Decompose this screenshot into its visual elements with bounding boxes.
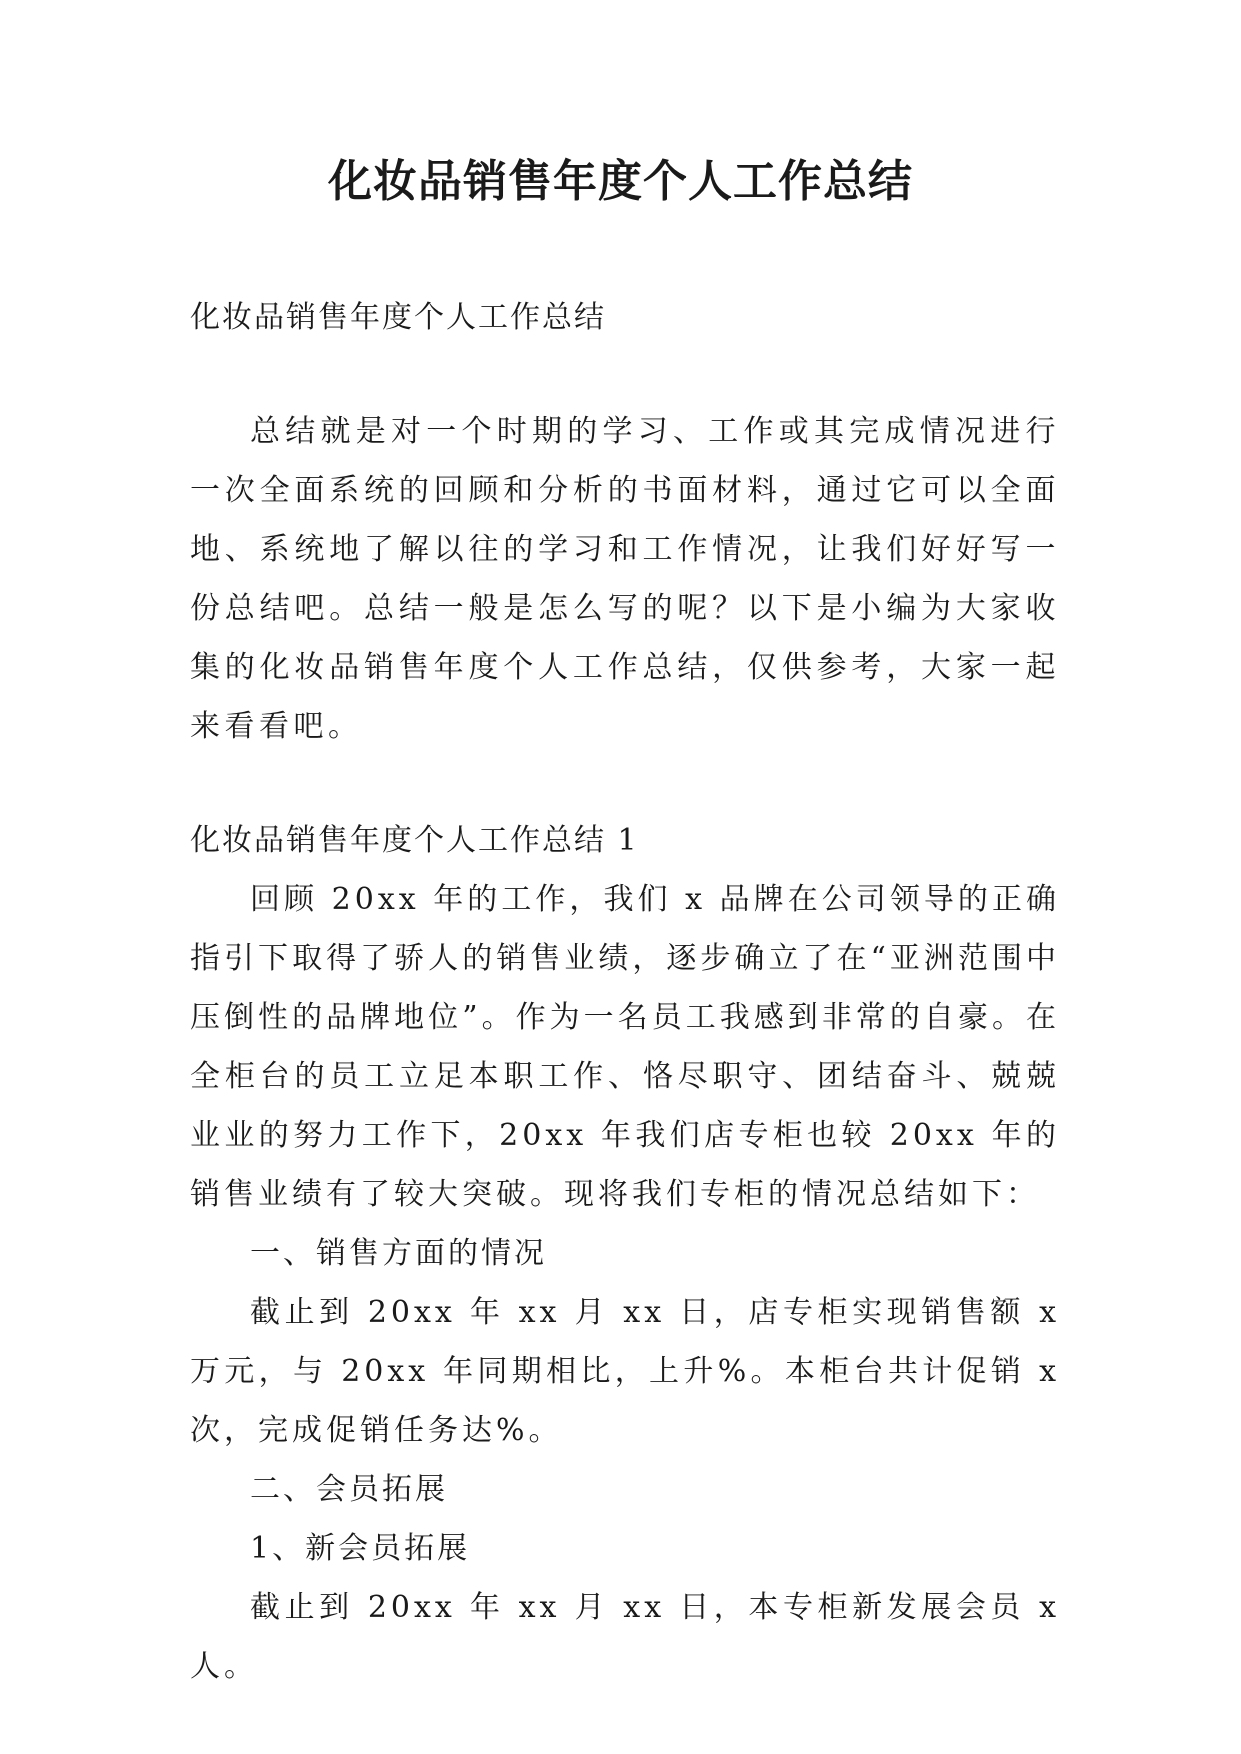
section-1-title: 化妆品销售年度个人工作总结 1: [190, 823, 639, 858]
document-body: [190, 288, 1060, 1696]
document-subtitle: 化妆品销售年度个人工作总结: [190, 300, 606, 335]
sales-heading: 一、销售方面的情况: [250, 1236, 547, 1271]
document-title: 化妆品销售年度个人工作总结: [328, 156, 913, 207]
section-1-paragraph: 回顾 20xx 年的工作，我们 x 品牌在公司领导的正确指引下取得了骄人的销售业绩，逐步确立了在“亚洲范围中压倒性的品牌地位”。作为一名员工我感到非常的自豪。在全柜台的员工立足本职工作、恪尽职守、团结奋斗、兢兢业业的努力工作下，20xx 年我们店专柜也较 20xx 年的销售业绩有了较大突破。现将我们专柜的情况总结如下：: [190, 882, 1060, 1212]
intro-paragraph: 总结就是对一个时期的学习、工作或其完成情况进行一次全面系统的回顾和分析的书面材料，通过它可以全面地、系统地了解以往的学习和工作情况，让我们好好写一份总结吧。总结一般是怎么写的呢？以下是小编为大家收集的化妆品销售年度个人工作总结，仅供参考，大家一起来看看吧。: [190, 414, 1060, 744]
members-heading: 二、会员拓展: [250, 1472, 448, 1507]
new-members-heading: 1、新会员拓展: [250, 1531, 471, 1566]
new-members-paragraph: 截止到 20xx 年 xx 月 xx 日，本专柜新发展会员 x 人。: [190, 1590, 1060, 1684]
sales-paragraph: 截止到 20xx 年 xx 月 xx 日，店专柜实现销售额 x 万元，与 20xx 年同期相比，上升%。本柜台共计促销 x 次，完成促销任务达%。: [190, 1295, 1060, 1448]
